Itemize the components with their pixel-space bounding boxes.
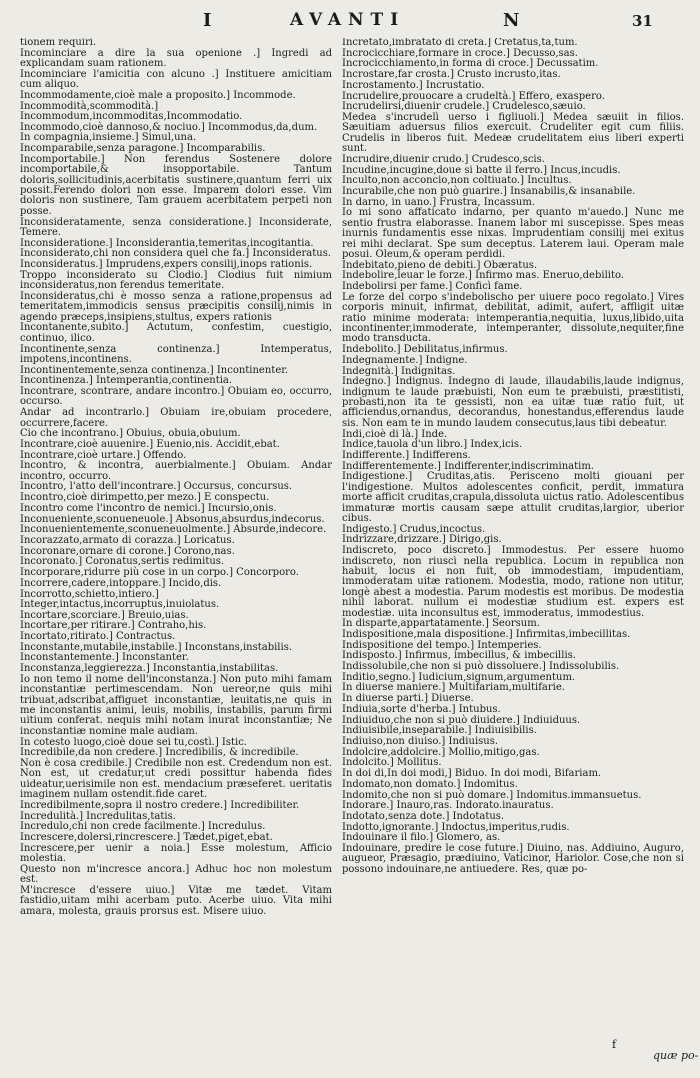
dictionary-entry: Non è cosa credibile.] Credibile non est. Credendum non est. Non est, ut credatur,ut credi possittur habenda fides uideatur,uerisimile non est. mendacium præseferet. ueritatis imaginem nullam ostendit.fide caret.	[20, 757, 332, 801]
dictionary-entry: Indiuia,sorte d'herba.] Intubus.	[342, 703, 501, 715]
dictionary-entry: In diuerse parti.] Diuerse.	[342, 693, 474, 705]
dictionary-entry: Indouinare il filo.] Glomero, as.	[342, 832, 501, 844]
dictionary-entry: M'incresce d'essere uiuo.] Vitæ me tædet. Vitam fastidio,uitam mihi acerbam puto. Acerbe uiuo. Vita mihi amara, molesta, grauis prorsus est. Misere uiuo.	[20, 884, 332, 917]
dictionary-entry: Incominciare a dire la sua openione .] Ingredi ad explicandam suam rationem.	[20, 47, 332, 70]
dictionary-entry: Inconuenientemente,sconueneuolmente.] Absurde,indecore.	[20, 524, 327, 536]
left-column	[20, 38, 332, 1062]
catchword: quæ po-	[653, 1049, 699, 1062]
dictionary-entry: Incomportabile.] Non ferendus Sostenere dolore incomportabile,& insopportabile. Tantum doloris,sollicitudinis,acerbitatis sustinere,quantum ferri uix possit.Ferendo dolori non esse. Imparem dolori esse. Vim doloris non sustinere, Tam grauem acerbitatem perpeti non posse.	[20, 153, 332, 217]
dictionary-entry: Questo non m'incresce ancora.] Adhuc hoc non molestum est.	[20, 863, 332, 886]
dictionary-entry: Incommodità,scommodità.] Incommodum,incommoditas,Incommodatio.	[20, 100, 243, 123]
dictionary-entry: Indebolire,leuar le forze.] Infirmo mas. Eneruo,debilito.	[342, 270, 625, 282]
dictionary-entry: Cio che incontrano.] Obuius, obuia,obuium.	[20, 428, 241, 440]
dictionary-entry: Incommodamente,cioè male a proposito.] Incommode.	[20, 89, 296, 101]
dictionary-entry: In cotesto luogo,cioè doue sei tu,costì.] Istic.	[20, 736, 247, 748]
dictionary-entry: Incretato,imbratato di creta.] Cretatus,ta,tum.	[342, 38, 578, 48]
dictionary-entry: Incontinentemente,senza continenza.] Incontinenter.	[20, 364, 289, 376]
dictionary-entry: Inconsideratus.] Imprudens,expers consilij,inops rationis.	[20, 259, 313, 271]
dictionary-entry: Incontanente,subito.] Actutum, confestim, cuestigio, continuo, ilico.	[20, 322, 332, 344]
dictionary-entry: Medea s'incrudelì uerso i figliuoli.] Medea sæuiit in filios. Sæuitiam aduersus filios exercuit. Crudeliter egit cum filiis. Crudelis in liberos fuit. Medeæ crudelitatem eius liberi experti sunt.	[342, 111, 684, 155]
dictionary-entry: Incredulità.] Incredulitas,tatis.	[20, 810, 176, 822]
dictionary-entry: Incontrare,cioè auuenire.] Euenio,nis. Accidit,ebat.	[20, 438, 280, 450]
dictionary-entry: Inconsideratamente, senza consideratione.] Inconsiderate, Temere.	[20, 216, 332, 238]
dictionary-entry: Inconueniente,sconueneuole.] Absonus,absurdus,indecorus.	[20, 513, 325, 525]
dictionary-entry: Incontrare, scontrare, andare incontro.] Obuiam eo, occurro, occurso.	[20, 386, 332, 408]
dictionary-entry: Indissolubile,che non si può dissoluere.] Indissolubilis.	[342, 661, 620, 673]
dictionary-entry: Indouinare, predire le cose future.] Diuino, nas. Addiuino, Auguro, augueor, Præsagio, prædiuino, Vaticinor, Hariolor. Cose,che non si possono indouinare,ne antiuedere. Res, quæ po-	[342, 843, 684, 875]
dictionary-entry: Indispositione,mala dispositione.] Infirmitas,imbecillitas.	[342, 628, 631, 640]
dictionary-entry: Indebolito.] Debilitatus,infirmus.	[342, 344, 508, 356]
dictionary-entry: Inconstantemente.] Inconstanter.	[20, 652, 189, 664]
dictionary-entry: Inconstanza,leggierezza.] Inconstantia,instabilitas.	[20, 663, 279, 675]
dictionary-entry: Incortare,scorciare.] Breuio,uias.	[20, 609, 189, 621]
dictionary-entry: Incrocicchiare,formare in croce.] Decusso,sas.	[342, 47, 578, 59]
dictionary-entry: Incrudelirsi,diuenir crudele.] Crudelesco,sæuio.	[342, 101, 586, 113]
dictionary-entry: Incoronare,ornare di corone.] Corono,nas.	[20, 545, 235, 557]
dictionary-entry: Incontro come l'incontro de nemici.] Incursio,onis.	[20, 502, 277, 514]
dictionary-entry: Increscere,dolersi,rincrescere.] Tædet,piget,ebat.	[20, 832, 273, 844]
dictionary-entry: Incurabile,che non può guarire.] Insanabilis,& insanabile.	[342, 185, 636, 197]
dictionary-entry: Indebitato,pieno de debiti.] Obæratus.	[342, 259, 538, 271]
dictionary-entry: Incontrare,cioè urtare.] Offendo.	[20, 449, 187, 461]
running-title: AVANTI	[290, 10, 406, 30]
dictionary-entry: Indiuiduo,che non si può diuidere.] Indiuiduus.	[342, 714, 581, 726]
dictionary-entry: In compagnia,insieme.] Simul,una.	[20, 132, 197, 144]
dictionary-entry: Andar ad incontrarlo.] Obuiam ire,obuiam procedere, occurrere,facere.	[20, 407, 332, 429]
dictionary-entry: Indiuiso,non diuiso.] Indiuisus.	[342, 735, 499, 747]
dictionary-entry: Troppo inconsiderato su Clodio.] Clodius fuit nimium inconsideratus,non ferendus temeritate.	[20, 269, 332, 292]
signature-mark: f	[612, 1038, 617, 1051]
dictionary-entry: Indigesto.] Crudus,incoctus.	[342, 523, 486, 535]
dictionary-entry: Incredibile,da non credere.] Incredibilis, & incredibile.	[20, 747, 299, 759]
dictionary-entry: Indegno.] Indignus. Indegno di laude, illaudabilis,laude indignus, indignum te laude præbuisti, Non eum te præbuisti, præstitisti, probasti,non ita te gessisti, non ea uitæ tuæ ratio fuit, ut afficiendus,ornandus, decorandus, honestandus,efferendus laude sis. Non eam te in mundo laudem consecutus,laus tibi debeatur.	[342, 376, 684, 429]
right-column	[342, 38, 684, 1062]
dictionary-entry: Indomato,non domato.] Indomitus.	[342, 778, 518, 790]
dictionary-entry: Increscere,per uenir a noia.] Esse molestum, Afficio molestia.	[20, 842, 332, 865]
dictionary-entry: Indisposto.] Infirmus, imbecillus, & imbecillis.	[342, 650, 576, 662]
dictionary-entry: In disparte,appartatamente.] Seorsum.	[342, 618, 540, 630]
dictionary-entry: Indiuisibile,inseparabile.] Indiuisibilis.	[342, 725, 537, 737]
dictionary-entry: Incontinenza.] Intemperantia,continentia.	[20, 375, 233, 387]
dictionary-entry: tionem requiri.	[20, 38, 97, 48]
dictionary-entry: Incorrotto,schietto,intiero.] Integer,intactus,incorruptus,inuiolatus.	[20, 588, 220, 610]
dictionary-entry: Incontinente,senza continenza.] Intemperatus, impotens,incontinens.	[20, 343, 332, 365]
dictionary-entry: Indispositione del tempo.] Intemperies.	[342, 639, 542, 651]
dictionary-entry: Incortato,ritirato.] Contractus.	[20, 631, 176, 643]
dictionary-entry: Indegnamente.] Indigne.	[342, 354, 468, 366]
dictionary-entry: Indi,cioè di là.] Inde.	[342, 428, 448, 440]
dictionary-entry: Incrocicchiamento,in forma di croce.] Decussatim.	[342, 58, 599, 70]
dictionary-entry: Indrizzare,drizzare.] Dirigo,gis.	[342, 534, 502, 546]
dictionary-entry: Incontro, l'atto dell'incontrare.] Occursus, concursus.	[20, 481, 293, 493]
dictionary-entry: Indegnità.] Indignitas.	[342, 365, 456, 377]
dictionary-entry: Inculto,non acconcio,non coltiuato.] Incultus.	[342, 175, 572, 187]
dictionary-entry: Indice,tauola d'un libro.] Index,icis.	[342, 439, 523, 451]
dictionary-entry: Incorazzato,armato di corazza.] Loricatus.	[20, 535, 235, 546]
dictionary-entry: Indigestione.] Cruditas,atis. Perisceno molti giouani per l'indigestione. Multos adolescentes conficit, perdit, immatura morte afficit cruditas,crapula,dissoluta uictus ratio. Adolescentibus immaturæ mortis causam sæpe attulit cruditas,largior, uberior cibus.	[342, 471, 684, 524]
dictionary-entry: Inconstante,mutabile,instabile.] Inconstans,instabilis.	[20, 641, 293, 653]
dictionary-entry: Indotto,ignorante.] Indoctus,imperitus,rudis.	[342, 821, 570, 833]
dictionary-entry: Incortare,per ritirare.] Contraho,his.	[20, 620, 207, 632]
dictionary-entry: Incoronato.] Coronatus,sertis redimitus.	[20, 556, 225, 568]
dictionary-entry: Incomparabile,senza paragone.] Incomparabilis.	[20, 143, 266, 155]
dictionary-entry: Incontro,cioè dirimpetto,per mezo.] E conspectu.	[20, 492, 270, 504]
dictionary-entry: Io non temo il nome dell'inconstanza.] Non puto mihi famam inconstantiæ pertimescendam. Non uereor,ne quis mihi tribuat,adscribat,affiguet inconstantiæ, leuitatis,ne quis in me inconstantis animi, leuis, mobilis, instabilis, parum firmi uitium conferat. nequis mihi notam inurat inconstantiæ; Ne inconstantiæ nomine male audiam.	[20, 673, 332, 737]
dictionary-entry: Inconsiderato,chi non considera quel che fa.] Inconsideratus.	[20, 248, 332, 260]
dictionary-entry: Indifferentemente.] Indifferenter,indiscriminatim.	[342, 460, 594, 472]
dictionary-entry: Indomito,che non si può domare.] Indomitus.immansuetus.	[342, 789, 642, 801]
dictionary-entry: Inconsideratione.] Inconsiderantia,temeritas,incogitantia.	[20, 237, 314, 249]
dictionary-entry: In diuerse maniere.] Multifariam,multifarie.	[342, 682, 565, 694]
dictionary-entry: Incredibilmente,sopra il nostro credere.] Incredibiliter.	[20, 799, 300, 811]
dictionary-entry: Incrostamento.] Incrustatio.	[342, 79, 485, 91]
dictionary-entry: Incrudelire,prouocare a crudeltà.] Effero, exaspero.	[342, 90, 605, 102]
header-right-letter: N	[503, 10, 520, 31]
dictionary-entry: Le forze del corpo s'indebolischo per uiuere poco regolato.] Vires corporis minuit, infirmat, debilitat, adimit, aufert, affligit uitæ ratio minime moderata: intemperantia,nequitia, luxus,libido,uita incontinenter,immoderate, intemperanter, dissolute,nequiter,fine modo transducta.	[342, 291, 684, 345]
dictionary-entry: Indiscreto, poco discreto.] Immodestus. Per essere huomo indiscreto, non riuscì nella republica. Locum in republica non habuit, locus ei non fuit, ob immodestiam, impudentiam, immoderatam uitæ rationem. Modestia, modo, ratione non utitur, longè abest a modestia. Parum modestis est moribus. De modestia nihil laborat. nullum ei modestiæ studium est. expers est modestiæ. uita inconsultus est, immoderatus, immodestius.	[342, 545, 684, 619]
dictionary-entry: Incrostare,far crosta.] Crusto incrusto,itas.	[342, 69, 561, 81]
dictionary-entry: Inconsideratus,chi è mosso senza a ratione,propensus ad temeritatem,immodicis sensus præcipitis consilij,nimis in agendo præceps,insipiens,stultus, expers rationis	[20, 290, 332, 323]
page-number: 31	[632, 12, 653, 30]
dictionary-entry: Indifferente.] Indifferens.	[342, 449, 471, 461]
dictionary-entry: Indorare.] Inauro,ras. Indorato.inauratus.	[342, 800, 554, 812]
dictionary-entry: In doi di,In doi modi,] Biduo. In doi modi, Bifariam.	[342, 768, 602, 780]
dictionary-entry: Incredulo,chi non crede facilmente.] Incredulus.	[20, 821, 266, 833]
dictionary-entry: Incorrere,cadere,intoppare.] Incido,dis.	[20, 577, 222, 589]
dictionary-entry: Incommodo,cioè dannoso,& nociuo.] Incommodus,da,dum.	[20, 121, 318, 133]
dictionary-entry: Indolcito.] Mollitus.	[342, 757, 442, 769]
dictionary-entry: Incontro, & incontra, auerbialmente.] Obuiam. Andar incontro, occurro.	[20, 460, 332, 482]
header-left-letter: I	[203, 10, 214, 31]
dictionary-entry: Indolcire,addolcire.] Mollio,mitigo,gas.	[342, 746, 540, 758]
dictionary-entry: Indebolirsi per fame.] Conficì fame.	[342, 281, 523, 293]
dictionary-entry: In darno, in uano.] Frustra, Incassum.	[342, 196, 536, 208]
dictionary-entry: Incominciare l'amicitia con alcuno .] Instituere amicitiam cum aliquo.	[20, 68, 332, 91]
dictionary-entry: Incrudire,diuenir crudo.] Crudesco,scis.	[342, 153, 545, 165]
dictionary-entry: Indotato,senza dote.] Indotatus.	[342, 810, 505, 822]
page-header	[0, 8, 700, 34]
dictionary-entry: Incudine,incugine,doue si batte il ferro.] Incus,incudis.	[342, 164, 621, 176]
dictionary-entry: Io mi sono affaticato indarno, per quanto m'auedo.] Nunc me sentio frustra elaborasse. Inanem labor mi suscepisse. Spes meas inurnis fundamentis esse nixas. Imprudentiam consilij mei exitus rei mihi declarat. Spe sum deceptus. Laterem laui. Operam male posui. Oleum,& operam perdidi.	[342, 207, 684, 260]
dictionary-entry: Inditio,segno.] Iudicium,signum,argumentum.	[342, 671, 576, 683]
dictionary-entry: Incorporare,ridurre più cose in un corpo.] Concorporo.	[20, 567, 299, 579]
